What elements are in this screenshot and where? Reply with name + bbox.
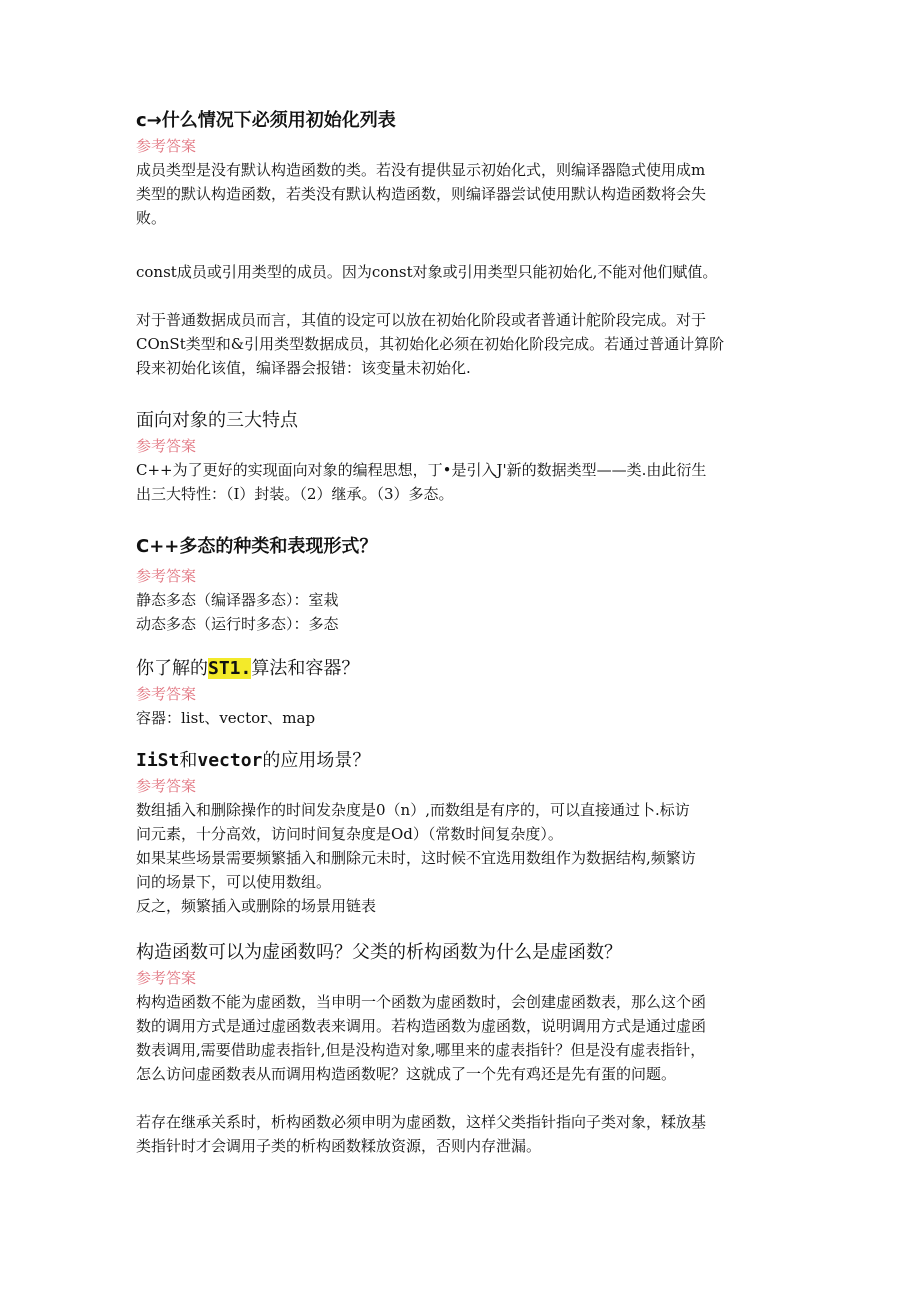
answer-line: 数组插入和删除操作的时间发杂度是0（n）,而数组是有序的，可以直接通过卜.标访	[136, 801, 690, 819]
question-heading: 构造函数可以为虚函数吗？父类的析构函数为什么是虚函数？	[136, 942, 622, 963]
answer-line: COnSt类型和&引用类型数据成员，其初始化必须在初始化阶段完成。若通过普通计算阶	[136, 335, 725, 353]
qa-section-stl	[136, 656, 786, 730]
question-heading	[136, 656, 786, 682]
answer-line: 成员类型是没有默认构造函数的类。若没有提供显示初始化式，则编译器隐式使用成m	[136, 161, 706, 179]
answer-line: 出三大特性：（I）封装。（2）继承。（3）多态。	[136, 485, 454, 503]
reference-answer-label: 参考答案	[136, 437, 197, 455]
answer-line: 数的调用方式是通过虚函数表来调用。若构造函数为虚函数，说明调用方式是通过虚函	[136, 1017, 707, 1035]
answer-line: 段来初始化该值，编译器会报错：该变量未初始化.	[136, 359, 471, 377]
question-part: IiSt	[136, 750, 180, 771]
answer-line: 构构造函数不能为虚函数，当申明一个函数为虚函数时，会创建虚函数表，那么这个函	[136, 993, 707, 1011]
reference-answer-label: 参考答案	[136, 567, 197, 585]
question-heading: C++多态的种类和表现形式？	[136, 536, 378, 557]
question-part: 你了解的	[136, 658, 208, 679]
answer-line: 容器：list、vector、map	[136, 709, 316, 727]
answer-line: 若存在继承关系时，析构函数必须申明为虚函数，这样父类指针指向子类对象，糅放基	[136, 1113, 707, 1131]
question-part: 算法和容器？	[251, 658, 360, 679]
question-heading: 面向对象的三大特点	[136, 410, 298, 431]
qa-section-oop-features	[136, 408, 786, 506]
answer-line: 问元素，十分高效，访问时间复杂度是Od）（常数时间复杂度）。	[136, 825, 563, 843]
reference-answer-label: 参考答案	[136, 685, 197, 703]
answer-line: 怎么访问虚函数表从而调用构造函数呢？这就成了一个先有鸡还是先有蛋的问题。	[136, 1065, 677, 1083]
answer-line: 如果某些场景需要频繁插入和删除元未时，这时候不宜选用数组作为数据结构,频繁访	[136, 849, 696, 867]
answer-line: const成员或引用类型的成员。因为const对象或引用类型只能初始化,不能对他们赋值。	[136, 263, 718, 281]
answer-line: 动态多态（运行时多态）：多态	[136, 615, 339, 633]
qa-section-polymorphism	[136, 534, 786, 636]
answer-line: 类指针时才会调用子类的析构函数糅放资源，否则内存泄漏。	[136, 1137, 542, 1155]
question-heading: c→什么情况下必须用初始化列表	[136, 110, 396, 131]
answer-line: 败。	[136, 209, 167, 227]
answer-line: 对于普通数据成员而言，其值的设定可以放在初始化阶段或者普通计舵阶段完成。对于	[136, 311, 707, 329]
question-part: vector	[197, 750, 263, 771]
answer-line: 静态多态（编译器多态）：室栽	[136, 591, 339, 609]
question-heading	[136, 748, 786, 774]
qa-section-virtual-ctor	[136, 940, 786, 1158]
qa-section-list-vector	[136, 748, 786, 918]
answer-line: 数表调用,需要借助虚表指针,但是没构造对象,哪里来的虚表指针？但是没有虚表指针，	[136, 1041, 706, 1059]
answer-line: 问的场景下，可以使用数组。	[136, 873, 332, 891]
qa-section-init-list	[136, 108, 786, 380]
reference-answer-label: 参考答案	[136, 969, 197, 987]
highlighted-term: ST1.	[208, 658, 252, 679]
document-content	[136, 108, 786, 1158]
reference-answer-label: 参考答案	[136, 137, 197, 155]
answer-line: C++为了更好的实现面向对象的编程思想，丁•是引入J'新的数据类型——类.由此衍生	[136, 461, 707, 479]
answer-line: 类型的默认构造函数，若类没有默认构造函数，则编译器尝试使用默认构造函数将会失	[136, 185, 707, 203]
question-part: 和	[179, 750, 198, 771]
question-part: 的应用场景？	[262, 750, 371, 771]
reference-answer-label: 参考答案	[136, 777, 197, 795]
answer-line: 反之，频繁插入或删除的场景用链表	[136, 897, 377, 915]
